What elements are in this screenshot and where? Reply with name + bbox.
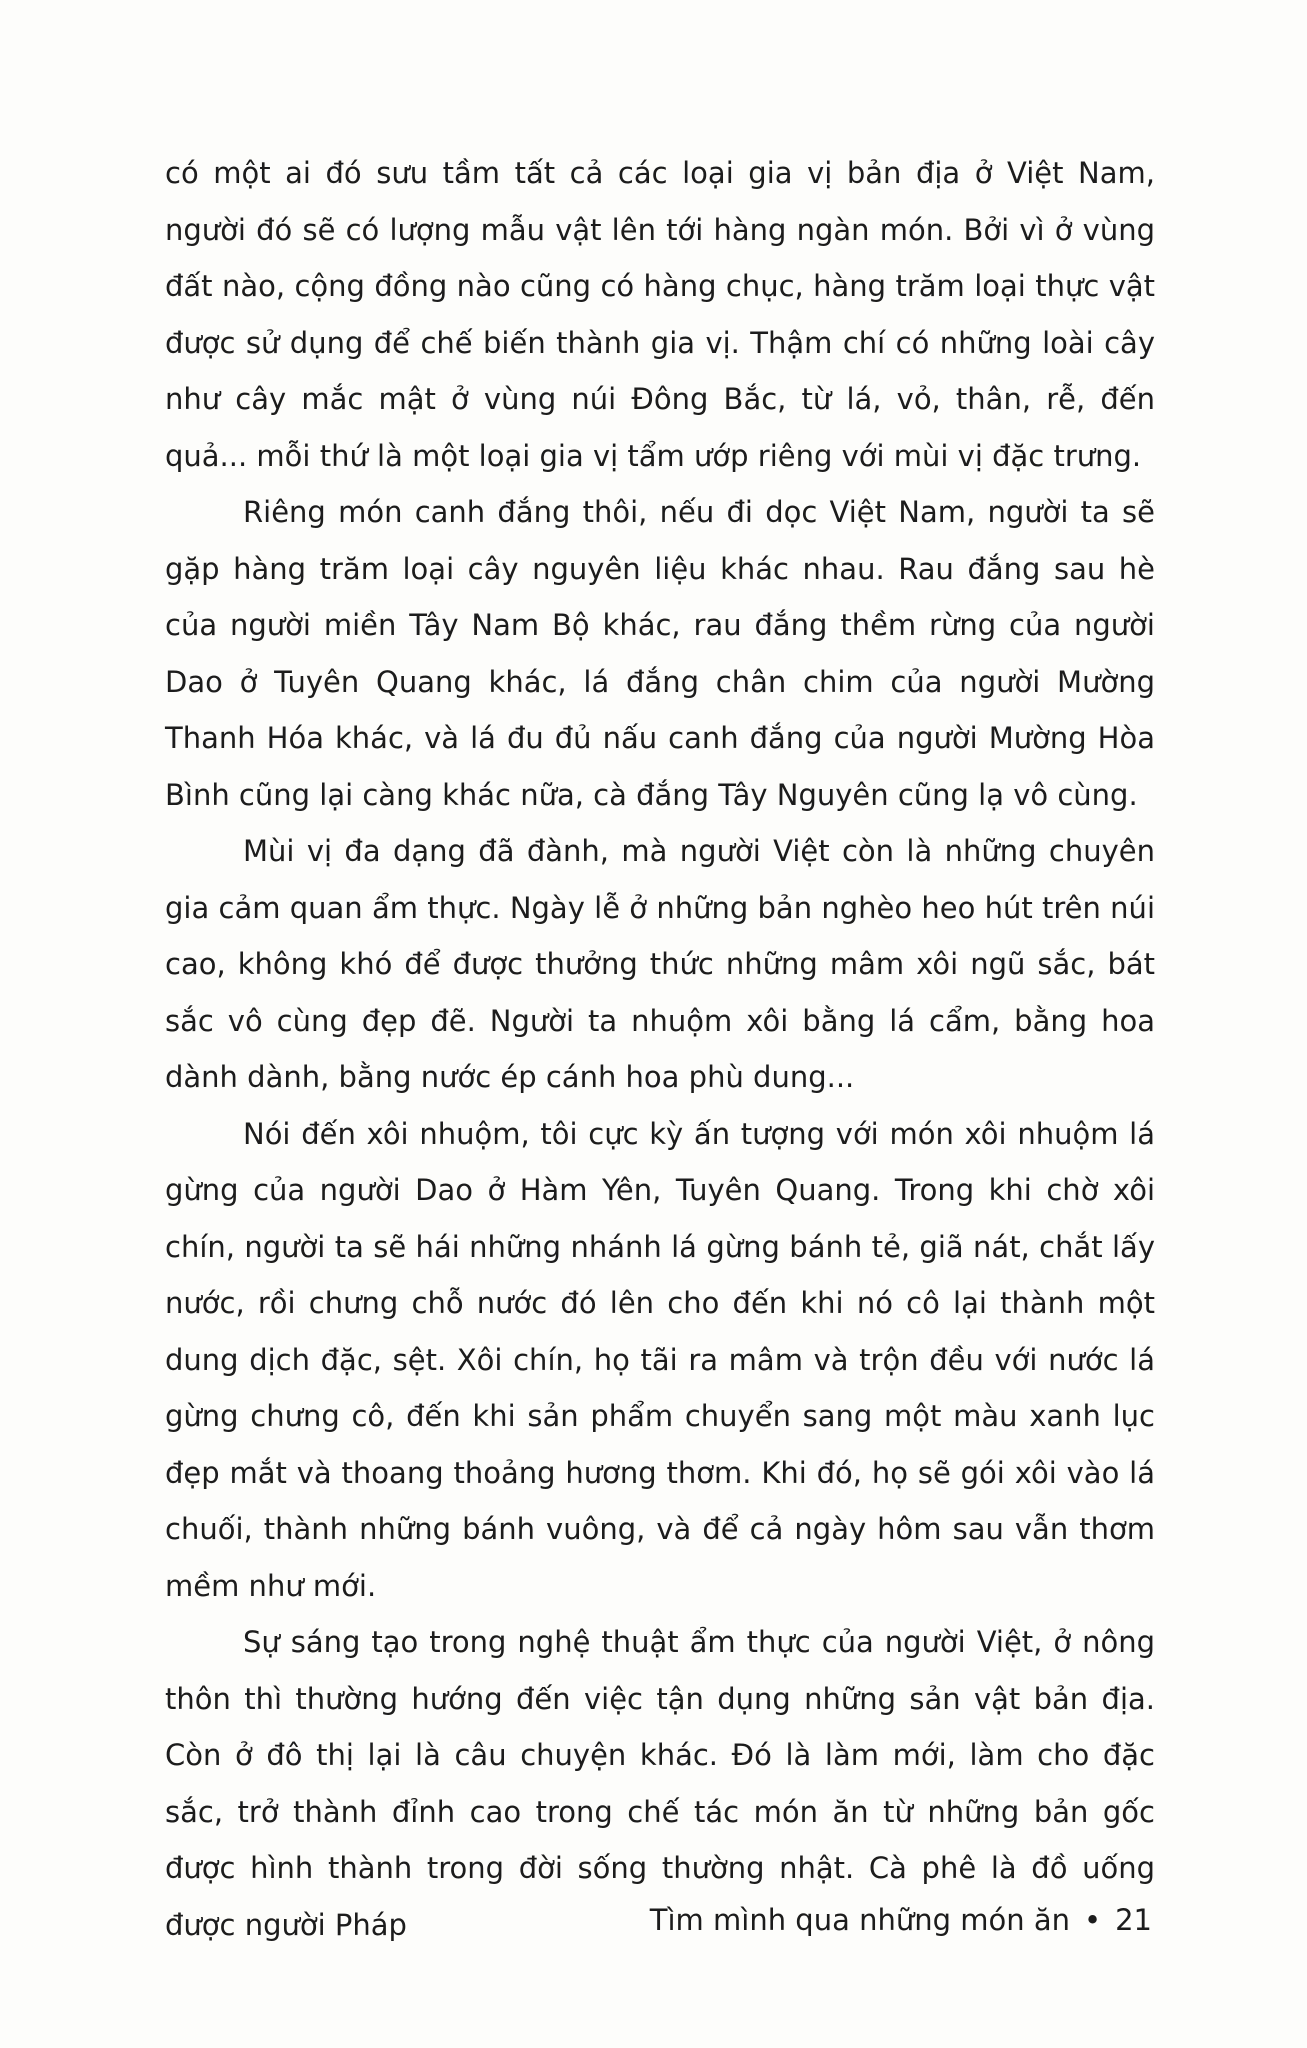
page-number: 21 — [1115, 1903, 1152, 1937]
running-title: Tìm mình qua những món ăn — [649, 1903, 1070, 1937]
body-text — [165, 145, 1155, 1953]
bullet-separator: • — [1083, 1903, 1102, 1937]
page-footer — [650, 1900, 1152, 1940]
paragraph-4: Nói đến xôi nhuộm, tôi cực kỳ ấn tượng với món xôi nhuộm lá gừng của người Dao ở Hàm Yên, Tuyên Quang. Trong khi chờ xôi chín, người ta sẽ hái những nhánh lá gừng bánh tẻ, giã nát, chắt lấy nước, rồi chưng chỗ nước đó lên cho đến khi nó cô lại thành một dung dịch đặc, sệt. Xôi chín, họ tãi ra mâm và trộn đều với nước lá gừng chưng cô, đến khi sản phẩm chuyển sang một màu xanh lục đẹp mắt và thoang thoảng hương thơm. Khi đó, họ sẽ gói xôi vào lá chuối, thành những bánh vuông, và để cả ngày hôm sau vẫn thơm mềm như mới. — [165, 1116, 1155, 1603]
paragraph-1: có một ai đó sưu tầm tất cả các loại gia vị bản địa ở Việt Nam, người đó sẽ có lượng mẫu vật lên tới hàng ngàn món. Bởi vì ở vùng đất nào, cộng đồng nào cũng có hàng chục, hàng trăm loại thực vật được sử dụng để chế biến thành gia vị. Thậm chí có những loài cây như cây mắc mật ở vùng núi Đông Bắc, từ lá, vỏ, thân, rễ, đến quả... mỗi thứ là một loại gia vị tẩm ướp riêng với mùi vị đặc trưng. — [165, 156, 1155, 473]
paragraph-2: Riêng món canh đắng thôi, nếu đi dọc Việt Nam, người ta sẽ gặp hàng trăm loại cây nguyên liệu khác nhau. Rau đắng sau hè của người miền Tây Nam Bộ khác, rau đắng thềm rừng của người Dao ở Tuyên Quang khác, lá đắng chân chim của người Mường Thanh Hóa khác, và lá đu đủ nấu canh đắng của người Mường Hòa Bình cũng lại càng khác nữa, cà đắng Tây Nguyên cũng lạ vô cùng. — [165, 495, 1155, 812]
paragraph-5: Sự sáng tạo trong nghệ thuật ẩm thực của người Việt, ở nông thôn thì thường hướng đến việc tận dụng những sản vật bản địa. Còn ở đô thị lại là câu chuyện khác. Đó là làm mới, làm cho đặc sắc, trở thành đỉnh cao trong chế tác món ăn từ những bản gốc được hình thành trong đời sống thường nhật. Cà phê là đồ uống được người Pháp — [165, 1625, 1155, 1942]
paragraph-3: Mùi vị đa dạng đã đành, mà người Việt còn là những chuyên gia cảm quan ẩm thực. Ngày lễ ở những bản nghèo heo hút trên núi cao, không khó để được thưởng thức những mâm xôi ngũ sắc, bát sắc vô cùng đẹp đẽ. Người ta nhuộm xôi bằng lá cẩm, bằng hoa dành dành, bằng nước ép cánh hoa phù dung... — [165, 834, 1155, 1094]
